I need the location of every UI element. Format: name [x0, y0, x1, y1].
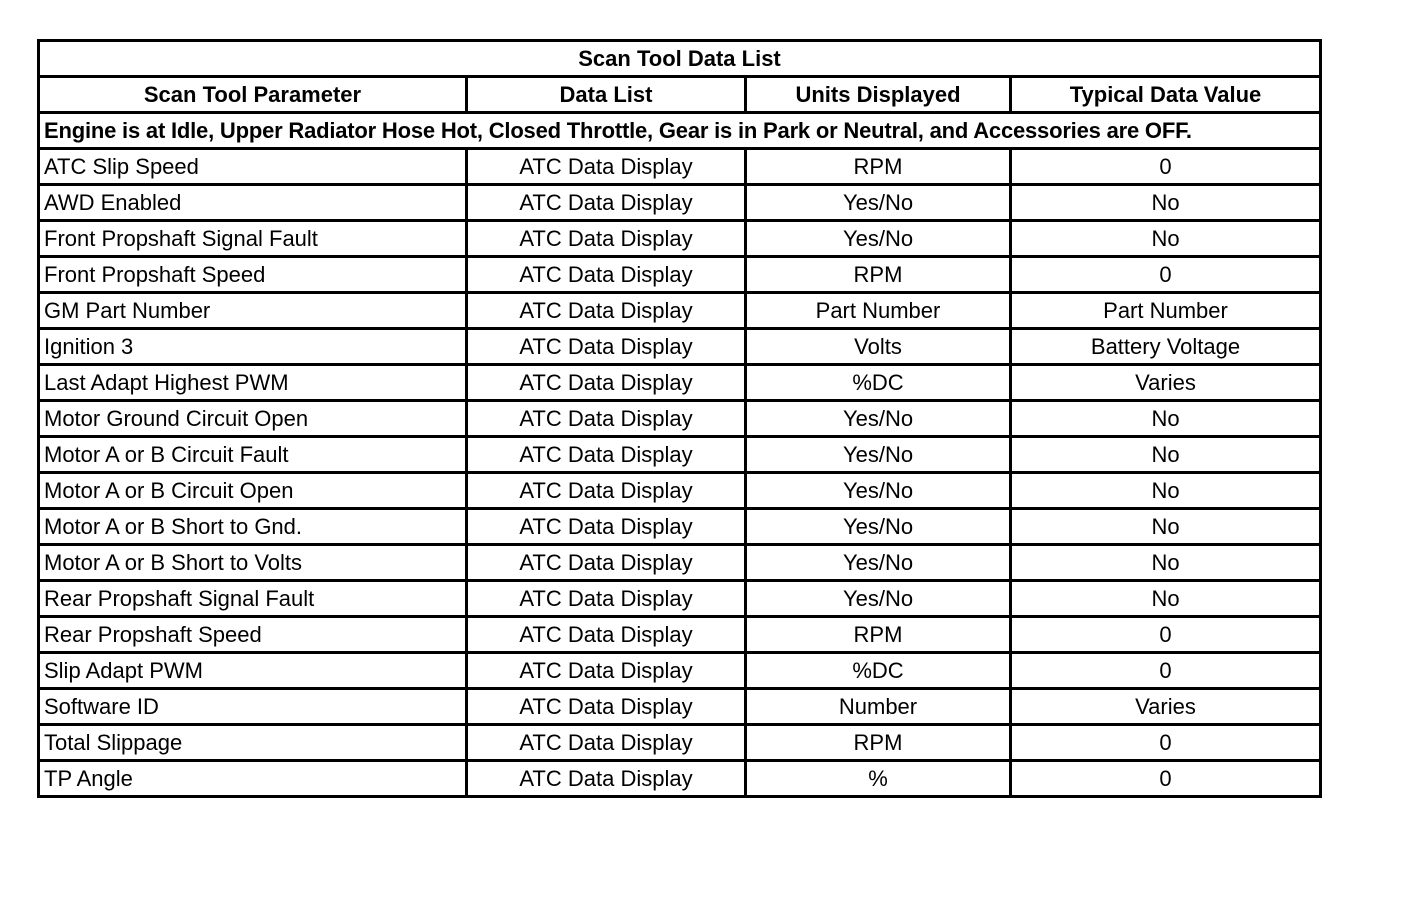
- data-list-cell: ATC Data Display: [467, 545, 746, 581]
- parameter-cell: Front Propshaft Signal Fault: [39, 221, 467, 257]
- table-row: [39, 509, 1321, 545]
- units-cell: RPM: [746, 725, 1011, 761]
- table-row: [39, 365, 1321, 401]
- units-cell: Yes/No: [746, 221, 1011, 257]
- typical-value-cell: 0: [1011, 257, 1321, 293]
- typical-value-cell: No: [1011, 185, 1321, 221]
- data-list-cell: ATC Data Display: [467, 653, 746, 689]
- table-row: [39, 221, 1321, 257]
- units-cell: Yes/No: [746, 545, 1011, 581]
- data-list-cell: ATC Data Display: [467, 437, 746, 473]
- table-row: [39, 401, 1321, 437]
- data-list-cell: ATC Data Display: [467, 509, 746, 545]
- typical-value-cell: No: [1011, 437, 1321, 473]
- typical-value-cell: 0: [1011, 653, 1321, 689]
- units-cell: Yes/No: [746, 401, 1011, 437]
- units-cell: RPM: [746, 257, 1011, 293]
- table-title: Scan Tool Data List: [39, 41, 1321, 77]
- typical-value-cell: 0: [1011, 725, 1321, 761]
- parameter-cell: Motor A or B Short to Gnd.: [39, 509, 467, 545]
- table-row: [39, 293, 1321, 329]
- units-cell: Yes/No: [746, 437, 1011, 473]
- parameter-cell: Total Slippage: [39, 725, 467, 761]
- parameter-cell: Front Propshaft Speed: [39, 257, 467, 293]
- units-cell: Yes/No: [746, 581, 1011, 617]
- table-row: [39, 437, 1321, 473]
- units-cell: Number: [746, 689, 1011, 725]
- typical-value-cell: No: [1011, 401, 1321, 437]
- typical-value-cell: 0: [1011, 617, 1321, 653]
- table-row: [39, 761, 1321, 797]
- table-row: [39, 329, 1321, 365]
- typical-value-cell: No: [1011, 221, 1321, 257]
- table-row: [39, 185, 1321, 221]
- typical-value-cell: 0: [1011, 149, 1321, 185]
- table-row: [39, 149, 1321, 185]
- parameter-cell: Ignition 3: [39, 329, 467, 365]
- table-row: [39, 545, 1321, 581]
- parameter-cell: Rear Propshaft Signal Fault: [39, 581, 467, 617]
- parameter-cell: AWD Enabled: [39, 185, 467, 221]
- data-list-cell: ATC Data Display: [467, 689, 746, 725]
- data-list-cell: ATC Data Display: [467, 293, 746, 329]
- data-list-cell: ATC Data Display: [467, 221, 746, 257]
- units-cell: Volts: [746, 329, 1011, 365]
- parameter-cell: Motor A or B Short to Volts: [39, 545, 467, 581]
- typical-value-cell: Varies: [1011, 689, 1321, 725]
- typical-value-cell: No: [1011, 509, 1321, 545]
- data-list-cell: ATC Data Display: [467, 617, 746, 653]
- typical-value-cell: Battery Voltage: [1011, 329, 1321, 365]
- table-row: [39, 581, 1321, 617]
- column-header-data-list: Data List: [467, 77, 746, 113]
- data-list-cell: ATC Data Display: [467, 257, 746, 293]
- data-list-cell: ATC Data Display: [467, 761, 746, 797]
- units-cell: RPM: [746, 617, 1011, 653]
- parameter-cell: TP Angle: [39, 761, 467, 797]
- data-list-cell: ATC Data Display: [467, 581, 746, 617]
- table-body: [39, 149, 1321, 797]
- typical-value-cell: No: [1011, 545, 1321, 581]
- table-title-row: [39, 41, 1321, 77]
- data-list-cell: ATC Data Display: [467, 185, 746, 221]
- table-row: [39, 653, 1321, 689]
- data-list-cell: ATC Data Display: [467, 149, 746, 185]
- condition-row: [39, 113, 1321, 149]
- parameter-cell: Slip Adapt PWM: [39, 653, 467, 689]
- units-cell: Part Number: [746, 293, 1011, 329]
- units-cell: Yes/No: [746, 185, 1011, 221]
- test-condition-note: Engine is at Idle, Upper Radiator Hose Hot, Closed Throttle, Gear is in Park or Neutral, and Accessories are OFF.: [39, 113, 1321, 149]
- units-cell: %DC: [746, 365, 1011, 401]
- parameter-cell: Motor A or B Circuit Open: [39, 473, 467, 509]
- column-header-typical-value: Typical Data Value: [1011, 77, 1321, 113]
- parameter-cell: Motor Ground Circuit Open: [39, 401, 467, 437]
- typical-value-cell: Part Number: [1011, 293, 1321, 329]
- parameter-cell: Software ID: [39, 689, 467, 725]
- data-list-cell: ATC Data Display: [467, 329, 746, 365]
- table-row: [39, 617, 1321, 653]
- units-cell: Yes/No: [746, 473, 1011, 509]
- scan-tool-data-table: [37, 39, 1322, 798]
- units-cell: %DC: [746, 653, 1011, 689]
- typical-value-cell: No: [1011, 581, 1321, 617]
- parameter-cell: Last Adapt Highest PWM: [39, 365, 467, 401]
- column-header-units: Units Displayed: [746, 77, 1011, 113]
- typical-value-cell: No: [1011, 473, 1321, 509]
- data-list-cell: ATC Data Display: [467, 401, 746, 437]
- table-row: [39, 473, 1321, 509]
- data-list-cell: ATC Data Display: [467, 365, 746, 401]
- parameter-cell: GM Part Number: [39, 293, 467, 329]
- units-cell: %: [746, 761, 1011, 797]
- parameter-cell: Motor A or B Circuit Fault: [39, 437, 467, 473]
- parameter-cell: Rear Propshaft Speed: [39, 617, 467, 653]
- data-list-cell: ATC Data Display: [467, 473, 746, 509]
- table-row: [39, 725, 1321, 761]
- units-cell: RPM: [746, 149, 1011, 185]
- table-row: [39, 689, 1321, 725]
- units-cell: Yes/No: [746, 509, 1011, 545]
- typical-value-cell: 0: [1011, 761, 1321, 797]
- column-header-parameter: Scan Tool Parameter: [39, 77, 467, 113]
- table-row: [39, 257, 1321, 293]
- typical-value-cell: Varies: [1011, 365, 1321, 401]
- data-list-cell: ATC Data Display: [467, 725, 746, 761]
- table-header-row: [39, 77, 1321, 113]
- parameter-cell: ATC Slip Speed: [39, 149, 467, 185]
